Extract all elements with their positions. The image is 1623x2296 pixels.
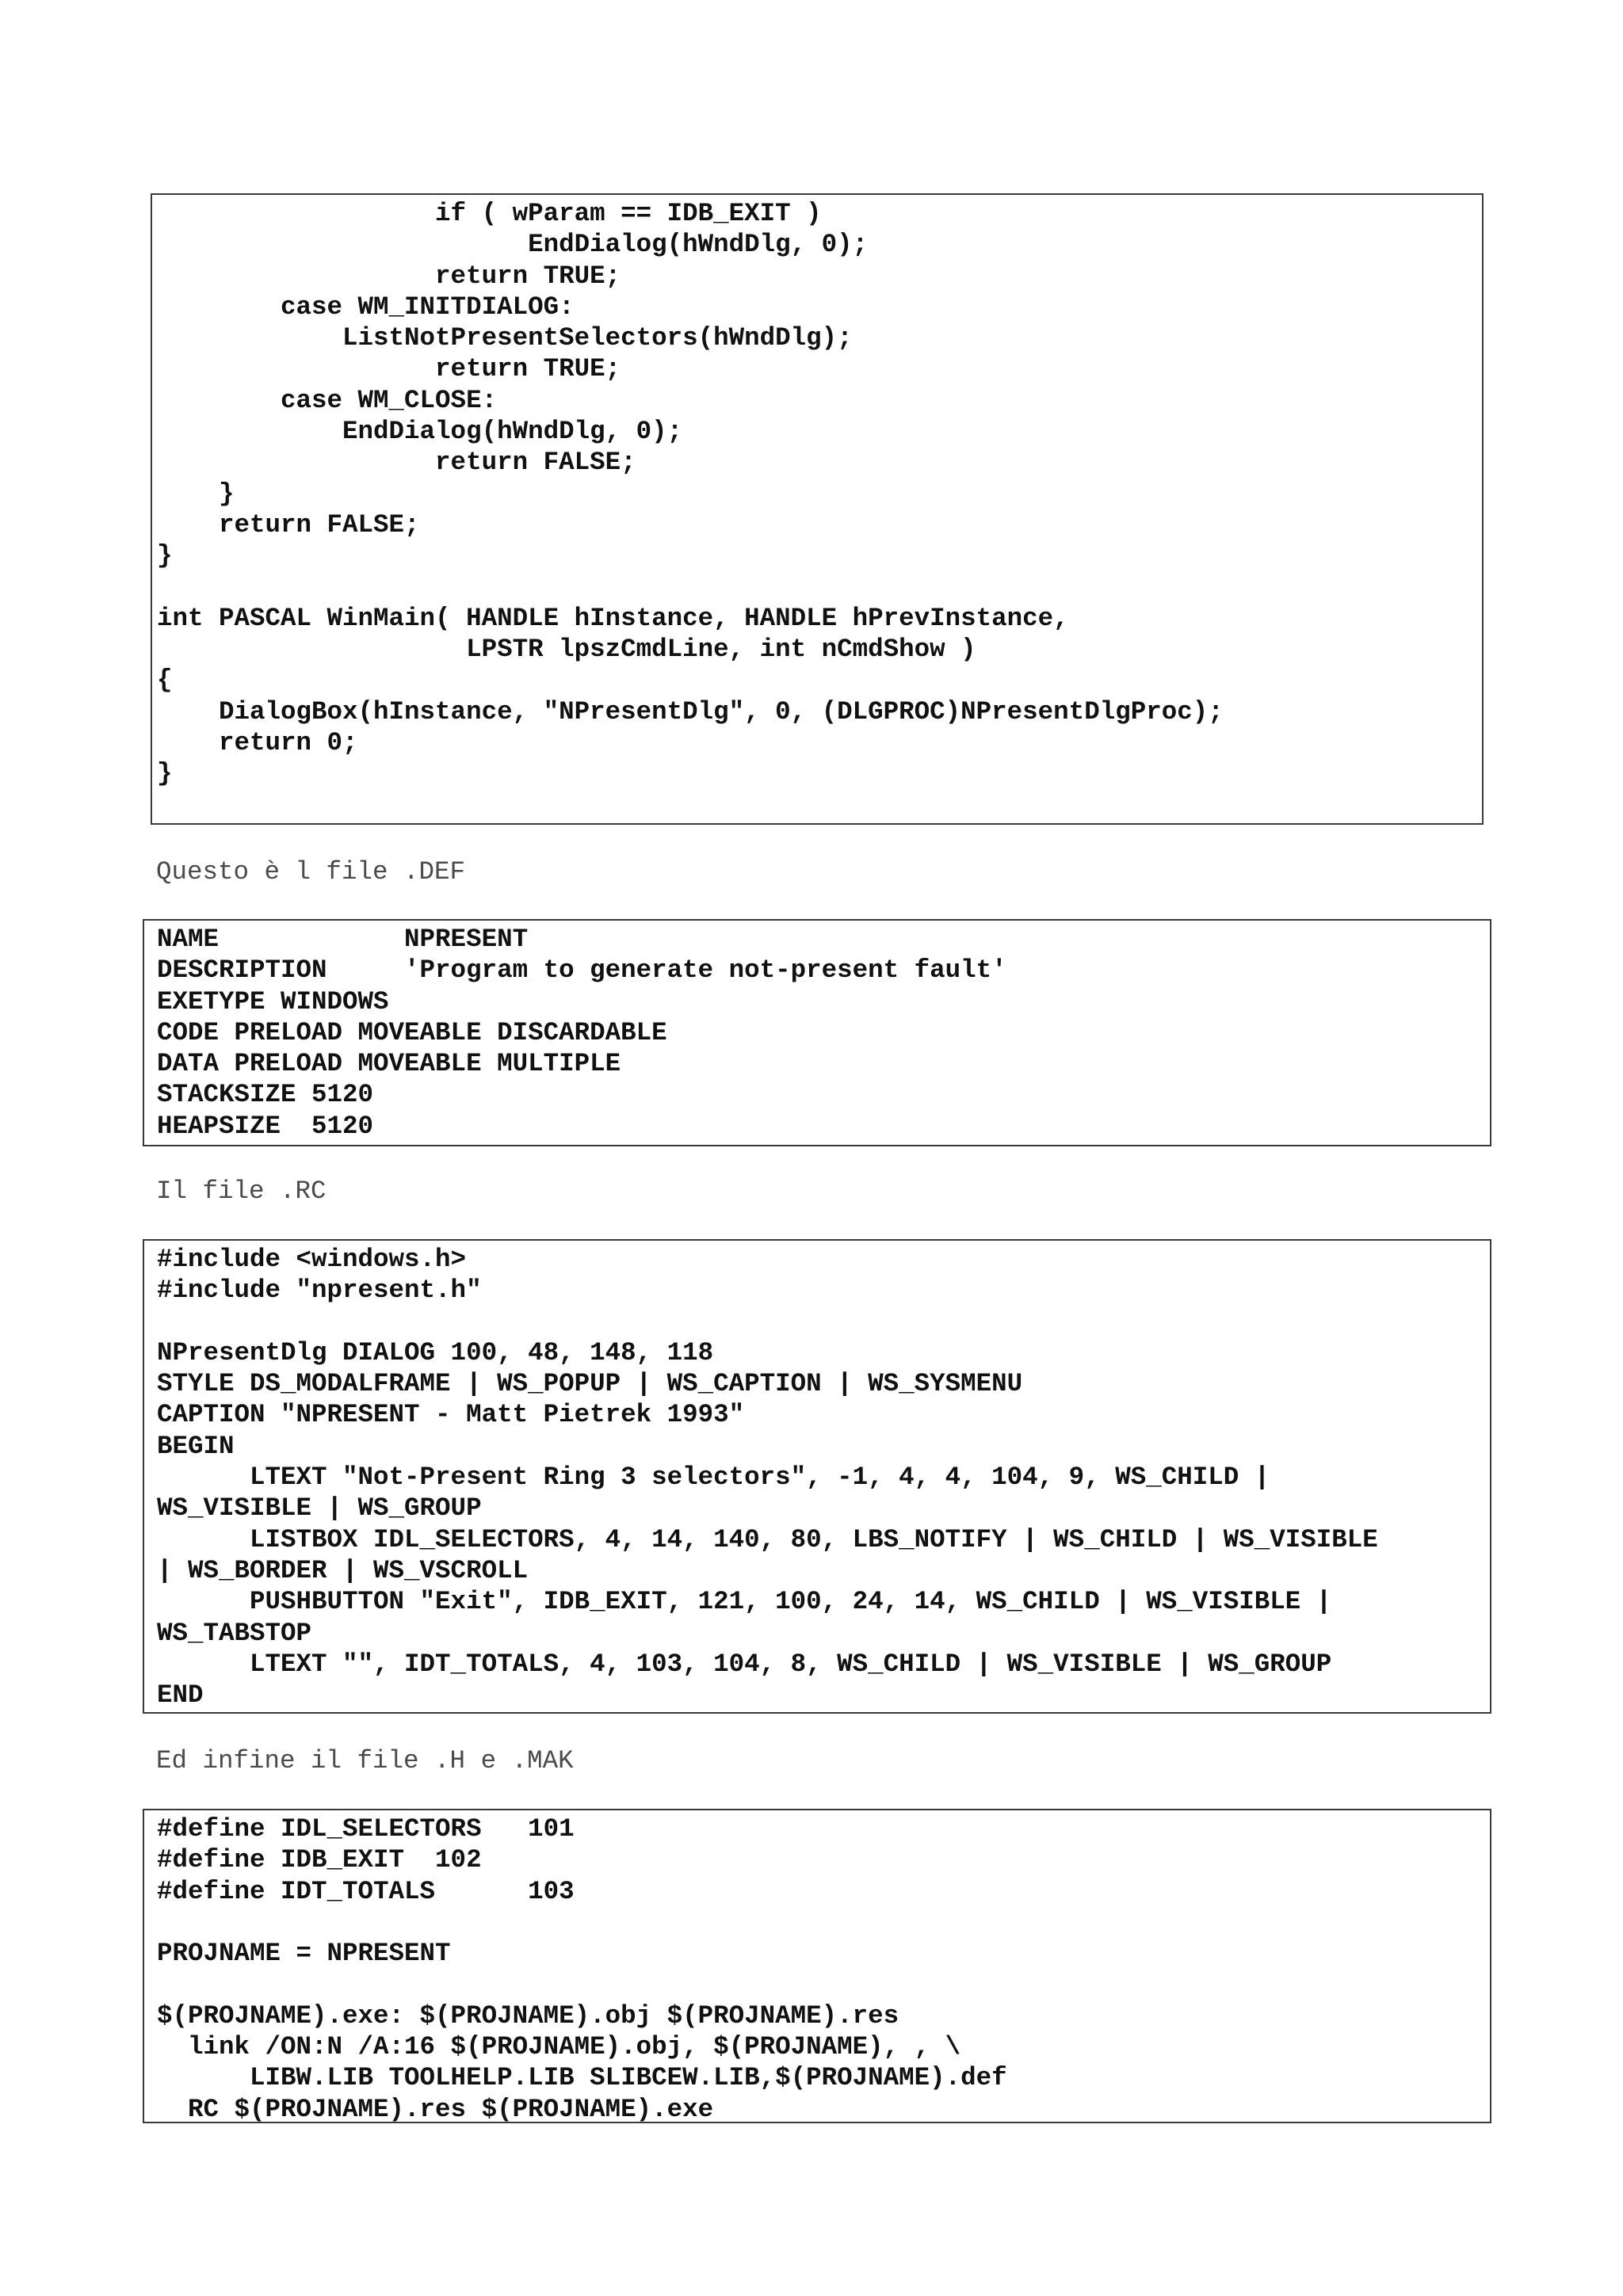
rc-file-code: #include <windows.h> #include "npresent.h" NPresentDlg DIALOG 100, 48, 148, 118 STYLE DS_MODALFRAME | WS_POPUP | WS_CAPTION | WS_SYSMENU CAPTION "NPRESENT - Matt Pietrek 1993" BEGIN LTEXT "Not-Present Ring 3 selectors", -1, 4, 4, 104, 9, WS_CHILD | WS_VISIBLE | WS_GROUP LISTBOX IDL_SELECTORS, 4, 14, 140, 80, LBS_NOTIFY | WS_CHILD | WS_VISIBLE | WS_BORDER | WS_VSCROLL PUSHBUTTON "Exit", IDB_EXIT, 121, 100, 24, 14, WS_CHILD | WS_VISIBLE | WS_TABSTOP LTEXT "", IDT_TOTALS, 4, 103, 104, 8, WS_CHILD | WS_VISIBLE | WS_GROUP END [157, 1245, 1378, 1711]
def-file-code-box [143, 919, 1491, 1146]
def-file-code: NAME NPRESENT DESCRIPTION 'Program to generate not-present fault' EXETYPE WINDOWS CODE PRELOAD MOVEABLE DISCARDABLE DATA PRELOAD MOVEABLE MULTIPLE STACKSIZE 5120 HEAPSIZE 5120 [157, 925, 1007, 1141]
def-file-caption: Questo è l file .DEF [156, 857, 466, 887]
rc-file-code-box [143, 1239, 1491, 1714]
c-source-code-box [151, 193, 1484, 825]
c-source-code: if ( wParam == IDB_EXIT ) EndDialog(hWndDlg, 0); return TRUE; case WM_INITDIALOG: ListNotPresentSelectors(hWndDlg); return TRUE; case WM_CLOSE: EndDialog(hWndDlg, 0); return FALSE; } return FALSE; } int PASCAL WinMain( HANDLE hInstance, HANDLE hPrevInstance, LPSTR lpszCmdLine, int nCmdShow ) { DialogBox(hInstance, "NPresentDlg", 0, (DLGPROC)NPresentDlgProc); return 0; } [157, 199, 1224, 789]
h-mak-file-caption: Ed infine il file .H e .MAK [156, 1746, 574, 1775]
rc-file-caption: Il file .RC [156, 1177, 327, 1206]
h-mak-file-code-box [143, 1809, 1491, 2123]
h-mak-file-code: #define IDL_SELECTORS 101 #define IDB_EXIT 102 #define IDT_TOTALS 103 PROJNAME = NPRESENT $(PROJNAME).exe: $(PROJNAME).obj $(PROJNAME).res link /ON:N /A:16 $(PROJNAME).obj, $(PROJNAME), , \ LIBW.LIB TOOLHELP.LIB SLIBCEW.LIB,$(PROJNAME).def RC $(PROJNAME).res $(PROJNAME).exe [157, 1814, 1007, 2124]
